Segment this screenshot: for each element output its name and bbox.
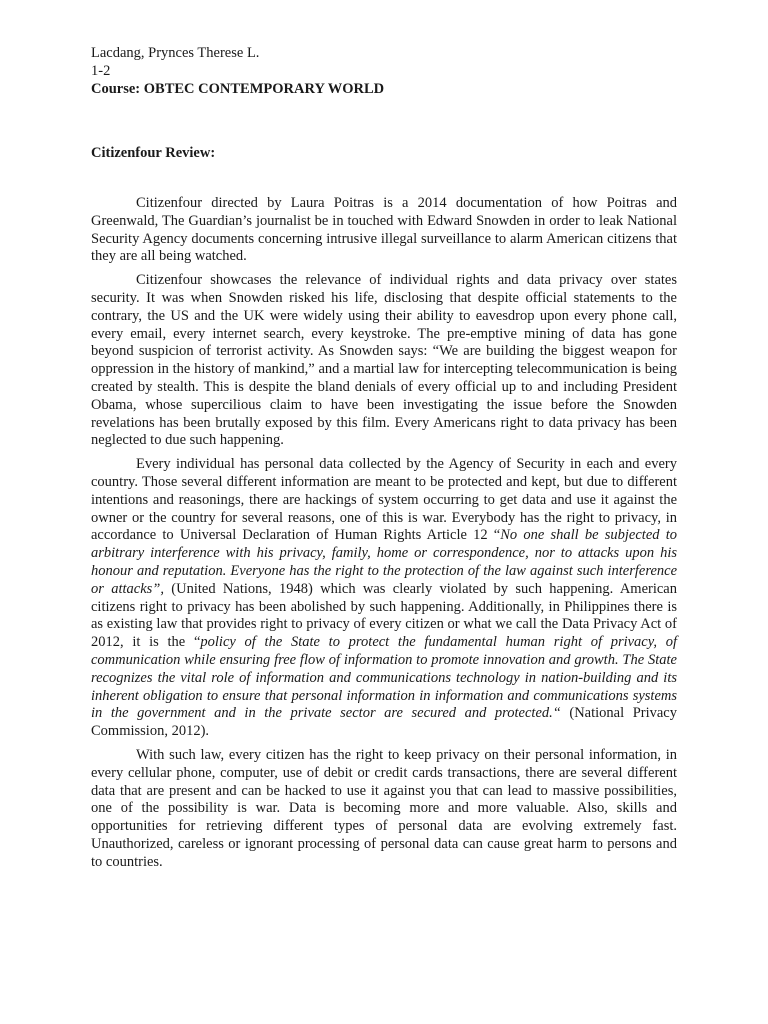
course-line bbox=[91, 80, 677, 98]
paragraph-3-text-b: (United Nations, 1948) which was clearly violated by such happening. American citizens right to privacy has been abolished by such happening. Additionally, in Philippines there is as existing law that provides right to privacy of every citizen or what we call the Data Privacy Act of 2012, it is the “ bbox=[91, 580, 677, 651]
review-title: Citizenfour Review: bbox=[91, 145, 216, 161]
course-name: OBTEC CONTEMPORARY WORLD bbox=[143, 81, 385, 97]
paragraph-2: Citizenfour showcases the relevance of individual rights and data privacy over states security. It was when Snowden risked his life, disclosing that despite official statements to the contrary, the US and the UK were widely using their ability to eavesdrop upon every phone call, every email, every internet search, every keystroke. The pre-emptive mining of data has gone beyond suspicion of terrorist activity. As Snowden says: “We are building the biggest weapon for oppression in the history of mankind,” and a martial law for intercepting telecommunication is being created by stealth. This is despite the bland denials of every official up to and including President Obama, whose supercilious claim to have been investigating the issue before the Snowden revelations has been brutally exposed by this film. Every Americans right to data privacy has been neglected to due such happening. bbox=[91, 272, 677, 449]
section-number: 1-2 bbox=[91, 63, 111, 79]
paragraph-1: Citizenfour directed by Laura Poitras is a 2014 documentation of how Poitras and Greenwald, The Guardian’s journalist be in touched with Edward Snowden in order to leak National Security Agency documents concerning intrusive illegal surveillance to alarm American citizens that they are all being watched. bbox=[91, 195, 677, 265]
udhr-quote: No one shall be subjected to arbitrary interference with his privacy, family, home or correspondence, nor to attacks upon his honour and reputation. Everyone has the right to the protection of the law against such interference or attacks”, bbox=[91, 527, 677, 597]
course-label: Course: bbox=[91, 81, 141, 97]
author-name: Lacdang, Prynces Therese L. bbox=[91, 45, 260, 61]
paragraph-4: With such law, every citizen has the right to keep privacy on their personal information, in every cellular phone, computer, use of debit or credit cards transactions, there are several different data that are present and can be hacked to use it against you that can lead to massive possibilities, one of the possibility is war. Data is becoming more and more valuable. Also, skills and opportunities for retrieving different types of personal data are evolving extremely fast. Unauthorized, careless or ignorant processing of personal data can cause great harm to persons and to countries. bbox=[91, 746, 677, 870]
data-privacy-act-quote: policy of the State to protect the fundamental human right of privacy, of communication while ensuring free flow of information to promote innovation and growth. The State recognizes the vital role of information and communications technology in nation-building and its inherent obligation to ensure that personal information in information and communications systems in the government and in the private sector are secured and protected.“ bbox=[91, 634, 677, 722]
document-page bbox=[91, 44, 677, 877]
paragraph-3 bbox=[91, 456, 677, 741]
paragraph-3-text-c: (National Privacy Commission, 2012). bbox=[91, 705, 677, 740]
paragraph-3-text-a: Every individual has personal data collected by the Agency of Security in each and every country. Those several different information are meant to be protected and kept, but due to different intentions and reasonings, there are hackings of system occurring to get data and use it against the owner or the country for several reasons, one of this is war. Everybody has the right to privacy, in accordance to Universal Declaration of Human Rights Article 12 “ bbox=[91, 456, 677, 544]
